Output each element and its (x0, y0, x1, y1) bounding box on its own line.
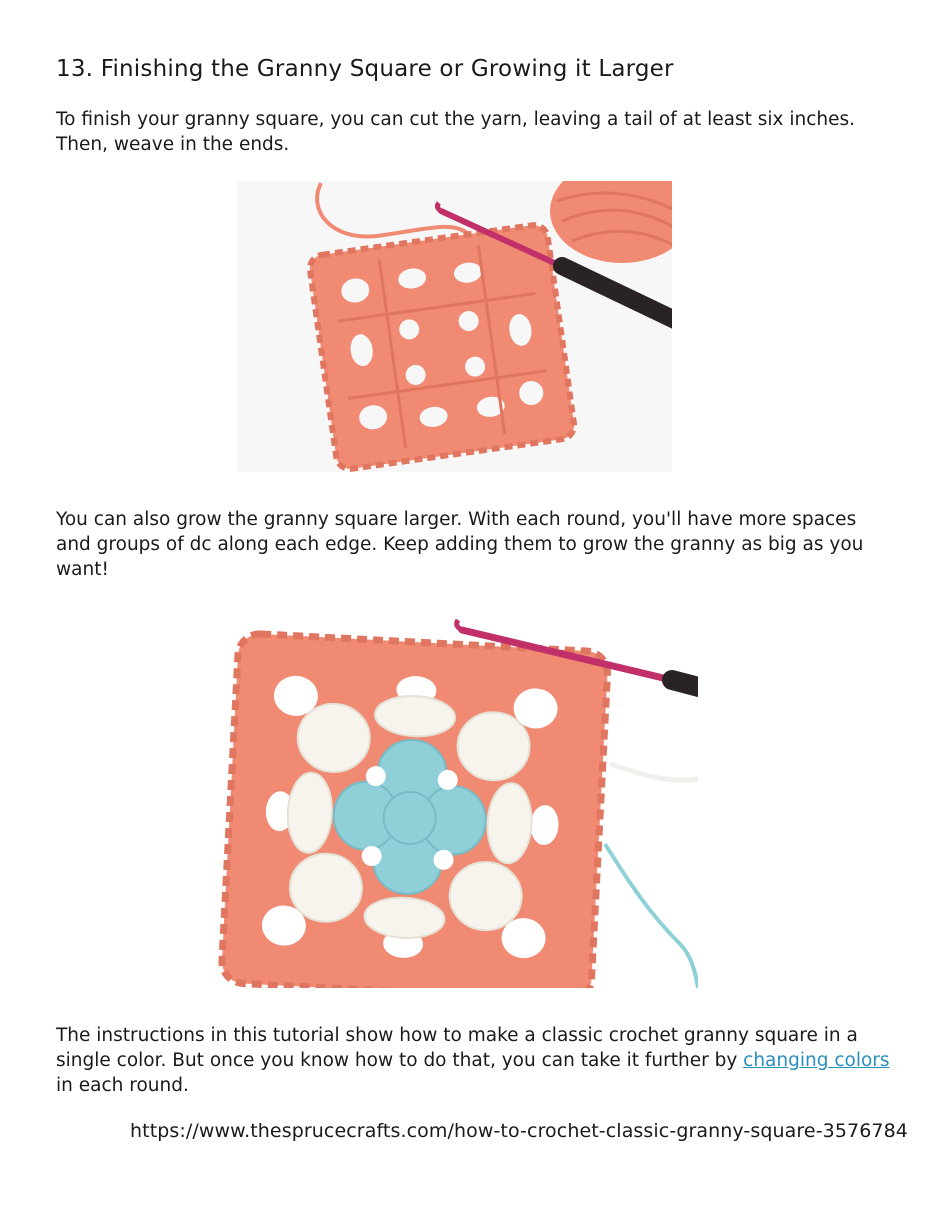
finished-granny-square-photo (237, 181, 672, 472)
yarn-ball-image (550, 181, 672, 263)
granny-square-image (308, 223, 576, 470)
grow-paragraph: You can also grow the granny square larger. With each round, you'll have more spaces and groups of dc along each edge. Keep adding them to grow the granny as big as you want! (56, 509, 864, 580)
granny-square-image (221, 633, 609, 988)
source-url: https://www.thesprucecrafts.com/how-to-crochet-classic-granny-square-3576784 (130, 1120, 908, 1142)
section-heading: 13. Finishing the Granny Square or Growing it Larger (56, 56, 674, 82)
white-yarn-tail (610, 764, 698, 780)
colors-paragraph (56, 1023, 896, 1098)
changing-colors-link[interactable]: changing colors (743, 1050, 890, 1071)
multicolor-granny-square-photo (210, 614, 698, 988)
blue-yarn-tail (605, 844, 698, 988)
colors-paragraph-text: The instructions in this tutorial show how to make a classic crochet granny square in a single color. But once you know how to do that, you can take it further by (56, 1025, 858, 1071)
colors-paragraph-tail: in each round. (56, 1075, 189, 1096)
finish-paragraph: To finish your granny square, you can cut the yarn, leaving a tail of at least six inches. Then, weave in the ends. (56, 109, 856, 155)
